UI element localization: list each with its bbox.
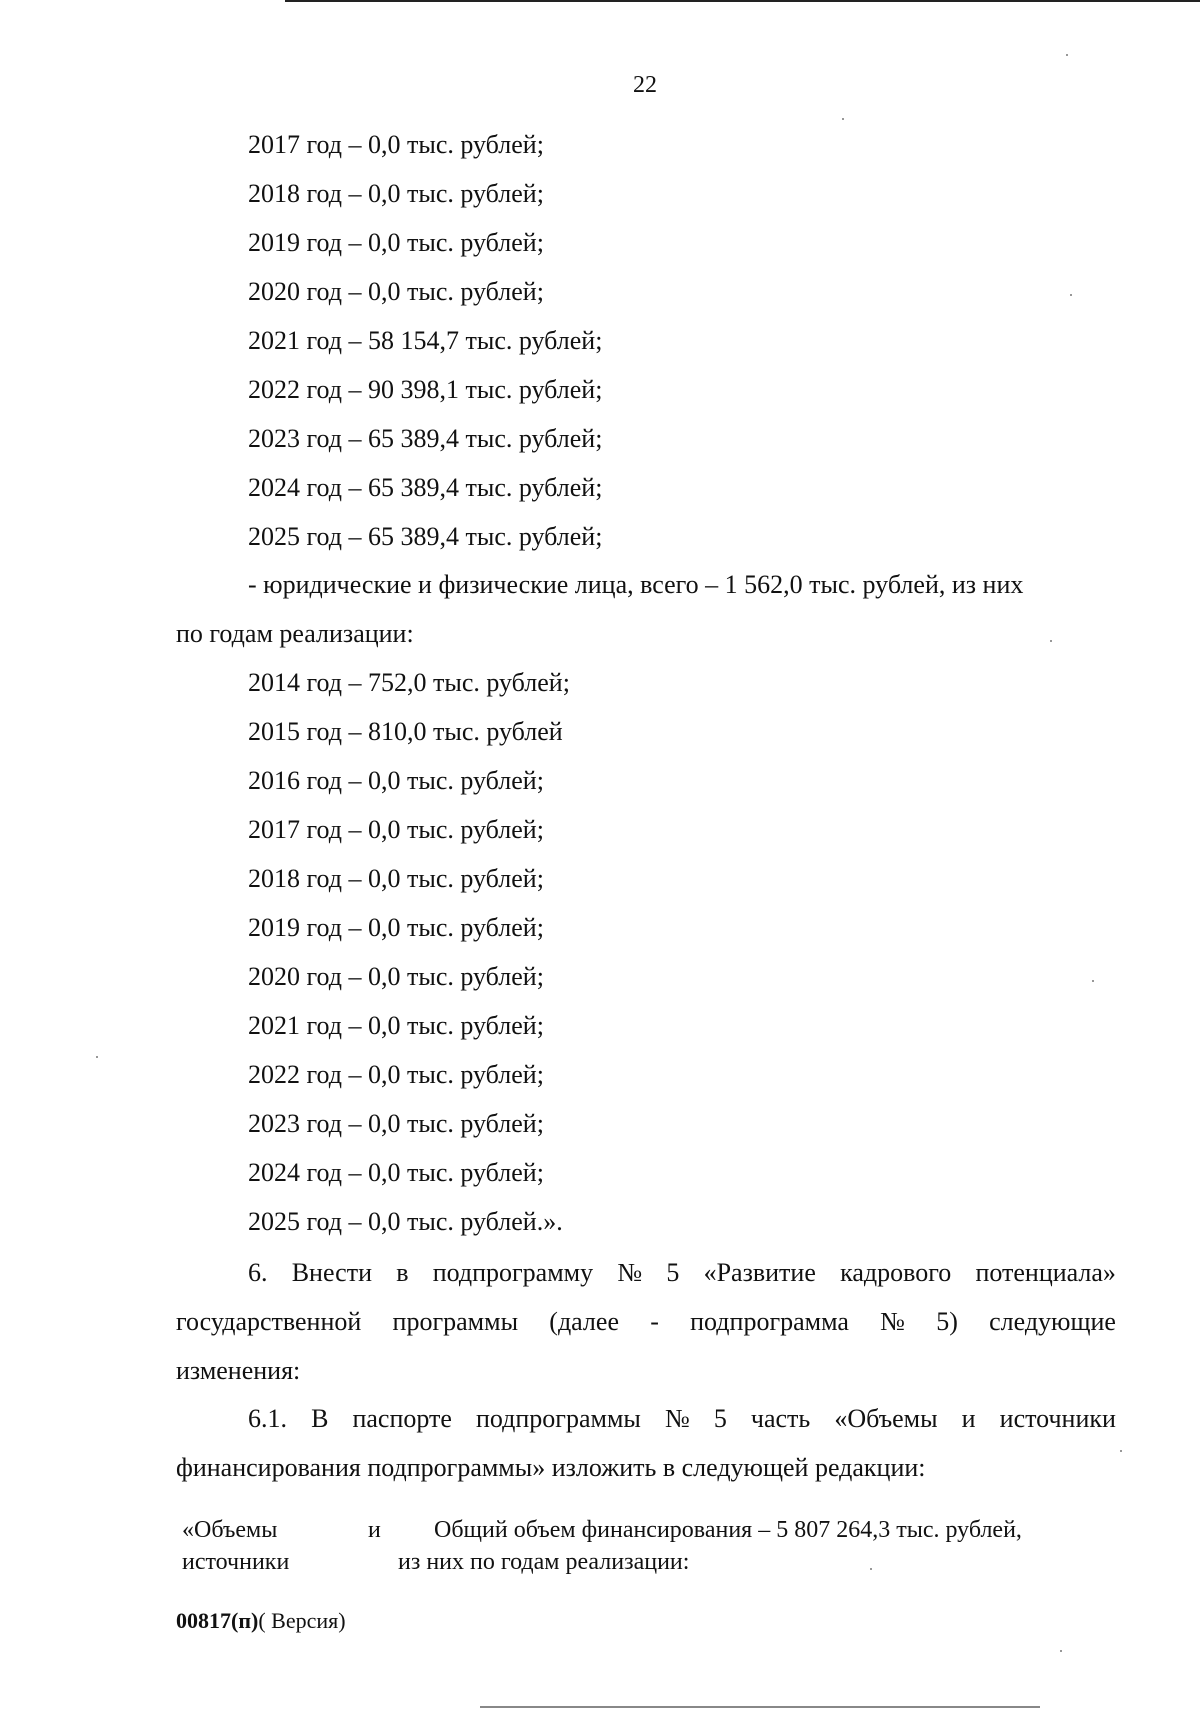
funding-year-b-line: 2019 год – 0,0 тыс. рублей;: [248, 913, 544, 942]
document-code: 00817(п): [176, 1608, 259, 1633]
item-6-1-paragraph-line-1: [248, 1404, 1116, 1434]
funding-year-a-line: 2023 год – 65 389,4 тыс. рублей;: [248, 424, 603, 453]
word: 5): [936, 1307, 958, 1336]
word: подпрограммы: [476, 1404, 641, 1433]
funding-year-a-line: 2018 год – 0,0 тыс. рублей;: [248, 179, 544, 208]
word: подпрограмма: [690, 1307, 849, 1336]
word: В: [311, 1404, 329, 1433]
word: следующие: [989, 1307, 1116, 1336]
word: «Развитие: [703, 1258, 816, 1287]
word: государственной: [176, 1307, 362, 1336]
scan-speck: [1070, 294, 1072, 296]
word: часть: [750, 1404, 811, 1433]
word: Внести: [291, 1258, 372, 1287]
funding-year-a-line: 2021 год – 58 154,7 тыс. рублей;: [248, 326, 603, 355]
table-left-cell-line-1a: «Объемы: [182, 1517, 278, 1543]
funding-year-b-line: 2025 год – 0,0 тыс. рублей.».: [248, 1207, 563, 1236]
scan-speck: [842, 118, 844, 120]
word: программы: [392, 1307, 519, 1336]
funding-year-a-line: 2017 год – 0,0 тыс. рублей;: [248, 130, 544, 159]
word: 5: [666, 1258, 680, 1287]
scan-speck: [870, 1568, 872, 1570]
word: 6.1.: [248, 1404, 287, 1433]
funding-year-b-line: 2023 год – 0,0 тыс. рублей;: [248, 1109, 544, 1138]
scan-speck: [1066, 54, 1068, 56]
funding-year-b-line: 2021 год – 0,0 тыс. рублей;: [248, 1011, 544, 1040]
funding-year-b-line: 2022 год – 0,0 тыс. рублей;: [248, 1060, 544, 1089]
word: (далее: [549, 1307, 619, 1336]
item-6-paragraph-line-2: [176, 1307, 1116, 1337]
scan-edge-bottom: [480, 1706, 1040, 1708]
word: №: [617, 1258, 643, 1287]
funding-year-b-line: 2017 год – 0,0 тыс. рублей;: [248, 815, 544, 844]
word: подпрограмму: [432, 1258, 594, 1287]
item-6-1-paragraph-line-2: финансирования подпрограммы» изложить в следующей редакции:: [176, 1453, 926, 1482]
word: 6.: [248, 1258, 268, 1287]
word: 5: [713, 1404, 727, 1433]
page-number: 22: [633, 72, 657, 98]
table-right-cell-line-2: из них по годам реализации:: [398, 1549, 690, 1575]
word: -: [650, 1307, 659, 1336]
funding-year-b-line: 2014 год – 752,0 тыс. рублей;: [248, 668, 570, 697]
funding-year-a-line: 2020 год – 0,0 тыс. рублей;: [248, 277, 544, 306]
funding-year-a-line: 2024 год – 65 389,4 тыс. рублей;: [248, 473, 603, 502]
legal-entities-line-2: по годам реализации:: [176, 619, 414, 648]
word: №: [880, 1307, 905, 1336]
word: источники: [999, 1404, 1116, 1433]
legal-entities-line-1: - юридические и физические лица, всего – 1 562,0 тыс. рублей, из них: [248, 570, 1024, 599]
funding-year-b-line: 2020 год – 0,0 тыс. рублей;: [248, 962, 544, 991]
word: «Объемы: [834, 1404, 938, 1433]
item-6-paragraph-line-3: изменения:: [176, 1356, 301, 1385]
scan-speck: [1120, 1450, 1122, 1452]
funding-year-a-line: 2022 год – 90 398,1 тыс. рублей;: [248, 375, 603, 404]
scan-speck: [1092, 980, 1094, 982]
funding-year-b-line: 2018 год – 0,0 тыс. рублей;: [248, 864, 544, 893]
funding-year-b-line: 2016 год – 0,0 тыс. рублей;: [248, 766, 544, 795]
document-version: ( Версия): [258, 1608, 346, 1633]
funding-year-a-line: 2019 год – 0,0 тыс. рублей;: [248, 228, 544, 257]
document-footer: [176, 1608, 346, 1634]
word: в: [396, 1258, 409, 1287]
scan-edge-top: [285, 0, 1200, 2]
table-left-cell-line-2: источники: [182, 1549, 290, 1575]
funding-year-a-line: 2025 год – 65 389,4 тыс. рублей;: [248, 522, 603, 551]
word: №: [664, 1404, 690, 1433]
funding-year-b-line: 2024 год – 0,0 тыс. рублей;: [248, 1158, 544, 1187]
scan-speck: [1050, 640, 1052, 642]
word: паспорте: [352, 1404, 452, 1433]
item-6-paragraph-line-1: [248, 1258, 1116, 1288]
table-left-cell-line-1b: и: [368, 1517, 381, 1543]
scan-speck: [1060, 1650, 1062, 1652]
table-right-cell-line-1: Общий объем финансирования – 5 807 264,3 тыс. рублей,: [434, 1517, 1022, 1543]
word: и: [961, 1404, 976, 1433]
funding-year-b-line: 2015 год – 810,0 тыс. рублей: [248, 717, 563, 746]
scan-speck: [96, 1056, 98, 1058]
word: потенциала»: [975, 1258, 1116, 1287]
word: кадрового: [840, 1258, 952, 1287]
